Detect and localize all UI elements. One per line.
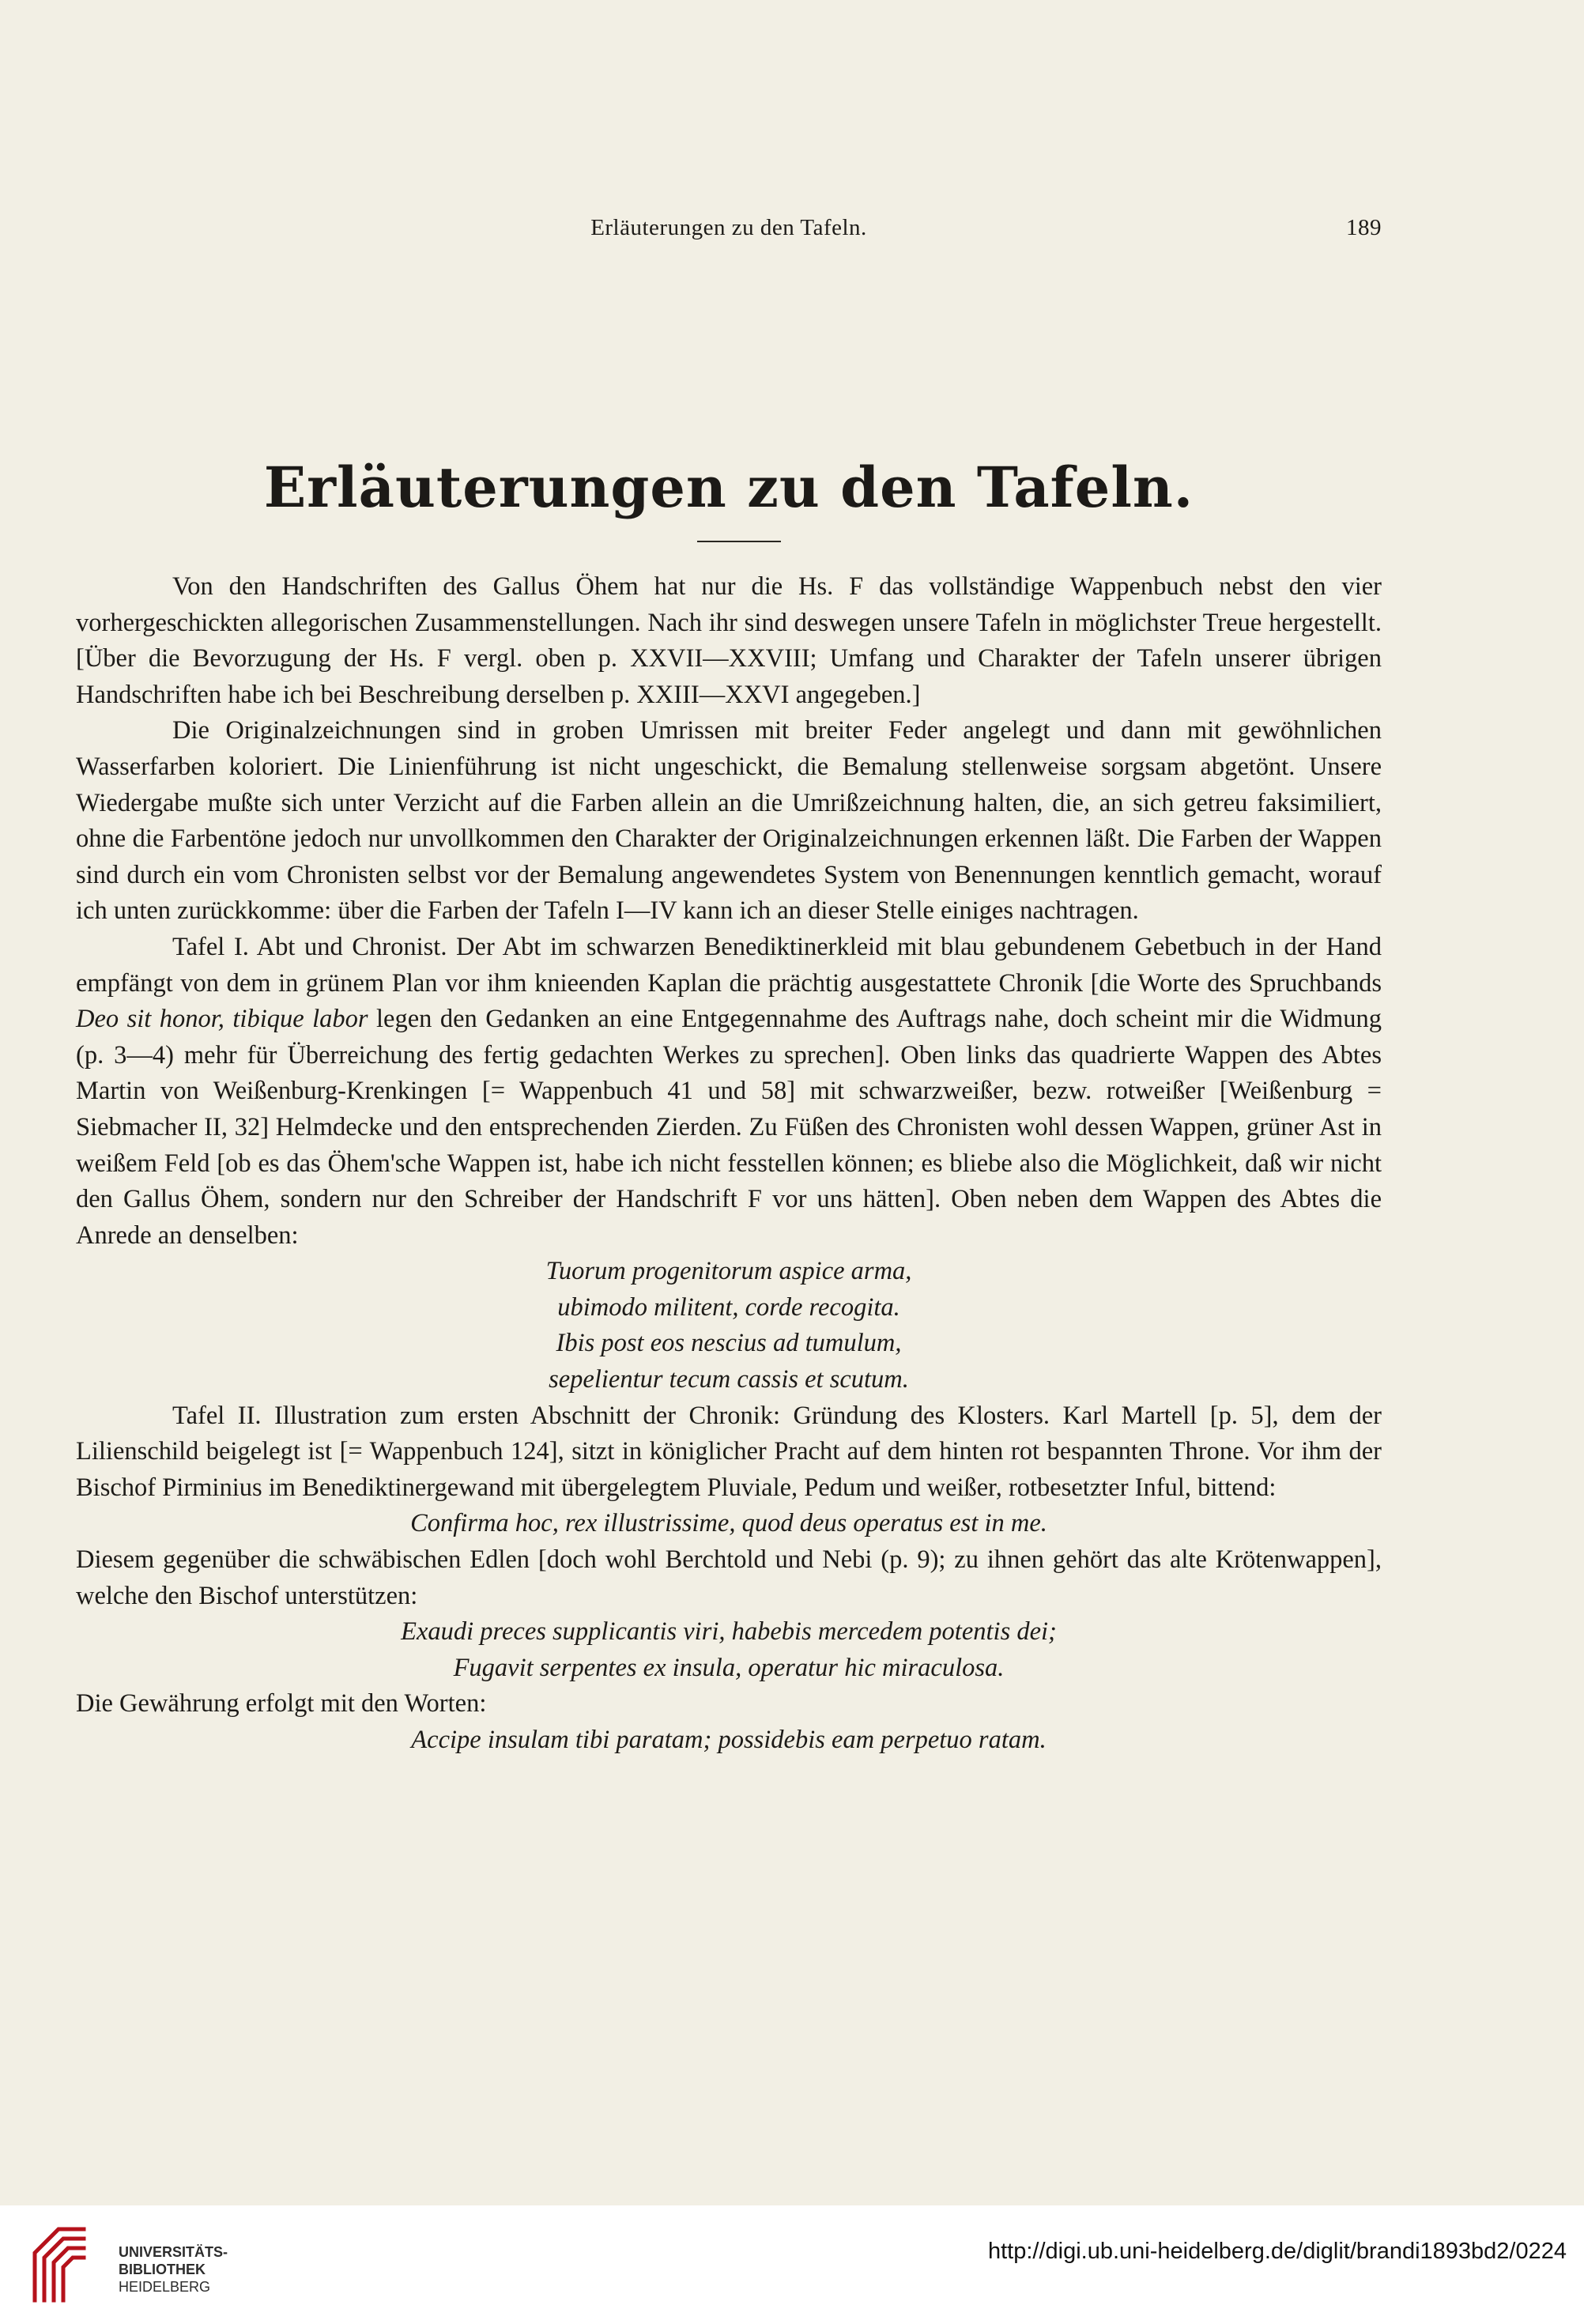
paragraph-tafel-1 bbox=[76, 930, 1382, 1254]
library-name-line: HEIDELBERG bbox=[119, 2279, 211, 2295]
body-text bbox=[76, 569, 1382, 1759]
running-head bbox=[76, 215, 1382, 247]
paragraph-handschriften: Von den Handschriften des Gallus Öhem hat nur die Hs. F das vollständige Wappenbuch nebst den vier vorhergeschickten allegorischen Zusammenstellungen. Nach ihr sind deswegen unsere Tafeln in möglichster Treue hergestellt. [Über die Bevorzugung der Hs. F vergl. oben p. XXVII—XXVIII; Umfang und Charakter der Tafeln unserer übrigen Handschriften habe ich bei Beschreibung derselben p. XXIII—XXVI angegeben.] bbox=[76, 572, 1382, 709]
spruchband-quote: Deo sit honor, tibique labor bbox=[76, 1005, 368, 1034]
verse-line: Confirma hoc, rex illustrissime, quod deus operatus est in me. bbox=[410, 1509, 1047, 1538]
verse-line: Ibis post eos nescius ad tumulum, bbox=[556, 1329, 902, 1358]
library-name-line: UNIVERSITÄTS- bbox=[119, 2244, 228, 2260]
tafel-1-text-before: Tafel I. Abt und Chronist. Der Abt im schwarzen Benediktinerkleid mit blau gebundenem Gebetbuch in der Hand empfängt von dem in grünem Plan vor ihm knieenden Kaplan die prächtig ausgestattete Chronik [die Worte des Spruchbands bbox=[76, 932, 1382, 998]
verse-line: sepelientur tecum cassis et scutum. bbox=[549, 1365, 909, 1394]
tafel-1-text-after: legen den Gedanken an eine Entgegennahme des Auftrags nahe, doch scheint mir die Widmung (p. 3—4) mehr für Überreichung des fertig gedachten Werkes zu sprechen]. Oben links das quadrierte Wappen des Abtes Martin von Weißenburg-Krenkingen [= Wappenbuch 41 und 58] mit schwarzweißer, bezw. rotweißer [Weißenburg = Siebmacher II, 32] Helmdecke und den entsprechenden Zierden. Zu Füßen des Chronisten wohl dessen Wappen, grüner Ast in weißem Feld [ob es das Öhem'sche Wappen ist, habe ich nicht fesstellen können; es bliebe also die Möglichkeit, daß wir nicht den Gallus Öhem, sondern nur den Schreiber der Handschrift F vor uns hätten]. Oben neben dem Wappen des Abtes die Anrede an denselben: bbox=[76, 1005, 1382, 1250]
verse-line: Exaudi preces supplicantis viri, habebis mercedem potentis dei; bbox=[401, 1617, 1057, 1647]
library-name-line: BIBLIOTHEK bbox=[119, 2262, 206, 2277]
verse-line: Fugavit serpentes ex insula, operatur hic miraculosa. bbox=[453, 1653, 1005, 1682]
paragraph-edlen: Diesem gegenüber die schwäbischen Edlen [doch wohl Berchtold und Nebi (p. 9); zu ihnen gehört das alte Krötenwappen], welche den Bischof unterstützen: bbox=[76, 1545, 1382, 1610]
verse-line: Tuorum progenitorum aspice arma, bbox=[545, 1257, 912, 1286]
verse-line: Accipe insulam tibi paratam; possidebis eam perpetuo ratam. bbox=[411, 1726, 1047, 1754]
paragraph-gewaehrung: Die Gewährung erfolgt mit den Worten: bbox=[76, 1689, 487, 1718]
verse-tuorum bbox=[76, 1254, 1382, 1398]
verse-line: ubimodo militent, corde recogita. bbox=[557, 1292, 900, 1322]
university-library-logo-icon bbox=[27, 2221, 92, 2308]
running-title: Erläuterungen zu den Tafeln. bbox=[590, 215, 867, 240]
title-divider bbox=[697, 541, 781, 542]
page-title: Erläuterungen zu den Tafeln. bbox=[263, 455, 1194, 520]
paragraph-originalzeichnungen: Die Originalzeichnungen sind in groben Umrissen mit breiter Feder angelegt und dann mit gewöhnlichen Wasserfarben koloriert. Die Linienführung ist nicht ungeschickt, die Bemalung stellenweise sorgsam abgetönt. Unsere Wiedergabe mußte sich unter Verzicht auf die Farben allein an die Umrißzeichnung halten, die, an sich getreu faksimiliert, ohne die Farbentöne jedoch nur unvollkommen den Charakter der Originalzeichnungen erkennen läßt. Die Farben der Wappen sind durch ein vom Chronisten selbst vor der Bemalung angewendetes System von Benennungen kenntlich gemacht, worauf ich unten zurückkomme: über die Farben der Tafeln I—IV kann ich an dieser Stelle einiges nachtragen. bbox=[76, 716, 1382, 926]
footer-bar bbox=[0, 2205, 1584, 2324]
page-number: 189 bbox=[1346, 215, 1382, 240]
library-name bbox=[119, 2243, 228, 2296]
verse-exaudi bbox=[76, 1614, 1382, 1686]
verse-accipe bbox=[76, 1722, 1382, 1759]
source-url-link[interactable]: http://digi.ub.uni-heidelberg.de/diglit/brandi1893bd2/0224 bbox=[987, 2239, 1567, 2264]
paragraph-tafel-2: Tafel II. Illustration zum ersten Abschnitt der Chronik: Gründung des Klosters. Karl Martell [p. 5], dem der Lilienschild beigelegt ist [= Wappenbuch 124], sitzt in königlicher Pracht auf dem hinten rot bespannten Throne. Vor ihm der Bischof Pirminius im Benediktinergewand mit übergelegtem Pluviale, Pedum und weißer, rotbesetzter Inful, bittend: bbox=[76, 1401, 1382, 1502]
verse-confirma bbox=[76, 1506, 1382, 1542]
